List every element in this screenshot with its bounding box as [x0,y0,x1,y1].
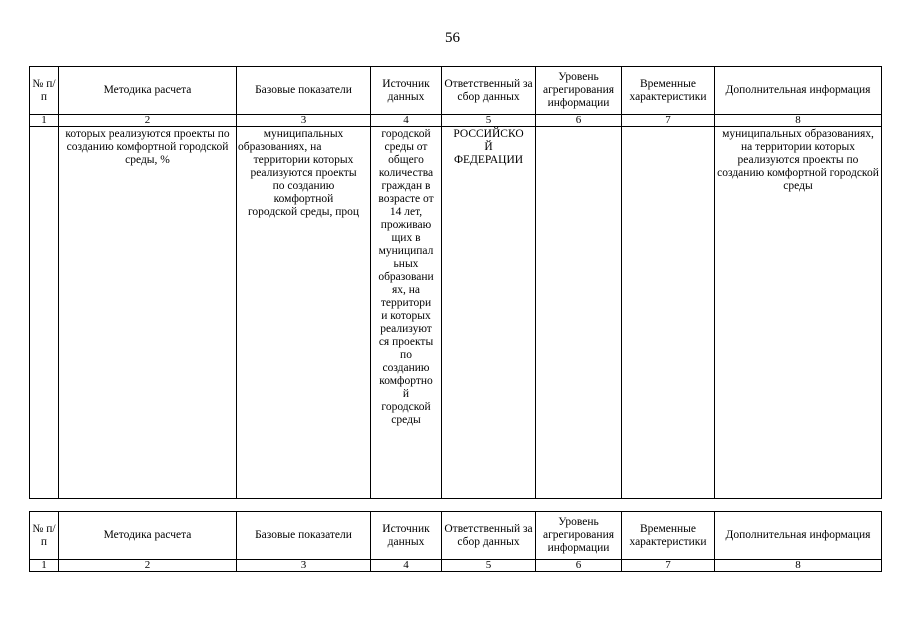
cell-base [237,127,371,499]
cell-base-line: по созданию [272,180,335,192]
column-number: 6 [536,560,622,572]
cell-source-line: комфортно [379,375,433,387]
column-number: 2 [59,115,237,127]
column-number: 7 [622,115,715,127]
cell-additional: муниципальных образованиях, на территории которых реализуются проекты по созданию комфортной городской среды [715,127,882,499]
cell-source-line: и которых [381,310,431,322]
header-cell-no: № п/п [30,512,59,560]
cell-source-line: городской [381,128,431,140]
header-cell-additional: Дополнительная информация [715,512,882,560]
header-cell-method: Методика расчета [59,67,237,115]
header-cell-source: Источник данных [371,512,442,560]
column-number: 8 [715,115,882,127]
cell-source-line: щих в [391,232,421,244]
cell-source-line: по [400,349,412,361]
column-number: 4 [371,560,442,572]
header-cell-responsible: Ответственный за сбор данных [442,512,536,560]
cell-source-line: ьных [393,258,419,270]
column-number: 1 [30,115,59,127]
cell-source-line: ях, на [391,284,421,296]
header-cell-source: Источник данных [371,67,442,115]
cell-method: которых реализуются проекты по созданию комфортной городской среды, % [59,127,237,499]
cell-base-line: городской среды, проц [247,206,360,218]
header-row [30,67,882,115]
column-number: 7 [622,560,715,572]
column-number: 5 [442,115,536,127]
column-number: 6 [536,115,622,127]
cell-source [371,127,442,499]
header-cell-no: № п/п [30,67,59,115]
cell-base-line: реализуются проекты [250,167,357,179]
cell-responsible-line: Й [484,141,493,153]
cell-source-line: проживаю [380,219,432,231]
header-row [30,512,882,560]
column-number: 4 [371,115,442,127]
table-row [30,127,882,499]
indicator-table-next [29,511,882,572]
column-number: 8 [715,560,882,572]
cell-source-line: среды [391,414,421,426]
cell-responsible [442,127,536,499]
column-number: 1 [30,560,59,572]
header-cell-aggregation: Уровень агрегирования информации [536,512,622,560]
cell-source-lines [372,128,440,427]
indicator-table [29,66,882,499]
header-cell-time: Временные характеристики [622,67,715,115]
cell-source-line: территори [380,297,432,309]
header-cell-responsible: Ответственный за сбор данных [442,67,536,115]
header-cell-time: Временные характеристики [622,512,715,560]
column-number: 5 [442,560,536,572]
header-cell-aggregation: Уровень агрегирования информации [536,67,622,115]
cell-base-line: муниципальных [263,128,344,140]
cell-source-line: ся проекты [378,336,434,348]
column-number-row [30,115,882,127]
cell-base-line: территории которых [253,154,354,166]
column-number: 3 [237,560,371,572]
cell-base-line: комфортной [273,193,334,205]
cell-base-text: образованиях, на [238,141,322,153]
page-number: 56 [445,30,460,46]
cell-base-line [238,141,369,154]
header-cell-additional: Дополнительная информация [715,67,882,115]
cell-responsible-line: ФЕДЕРАЦИИ [453,154,524,166]
column-number: 3 [237,115,371,127]
header-cell-base: Базовые показатели [237,512,371,560]
cell-time [622,127,715,499]
column-number-row [30,560,882,572]
cell-source-line: среды от [384,141,428,153]
header-cell-method: Методика расчета [59,512,237,560]
cell-source-line: муниципал [378,245,434,257]
cell-source-line: созданию [382,362,430,374]
cell-source-line: количества [378,167,434,179]
header-cell-base: Базовые показатели [237,67,371,115]
cell-source-line: общего [388,154,424,166]
cell-source-line: образовани [378,271,434,283]
cell-responsible-line: РОССИЙСКО [453,128,524,140]
cell-source-line: городской [381,401,431,413]
cell-source-line: реализуют [380,323,432,335]
cell-aggregation [536,127,622,499]
cell-source-line: граждан в [381,180,431,192]
cell-source-line: 14 лет, [389,206,423,218]
cell-source-line: й [402,388,410,400]
column-number: 2 [59,560,237,572]
cell-source-line: возрасте от [378,193,434,205]
cell-no [30,127,59,499]
